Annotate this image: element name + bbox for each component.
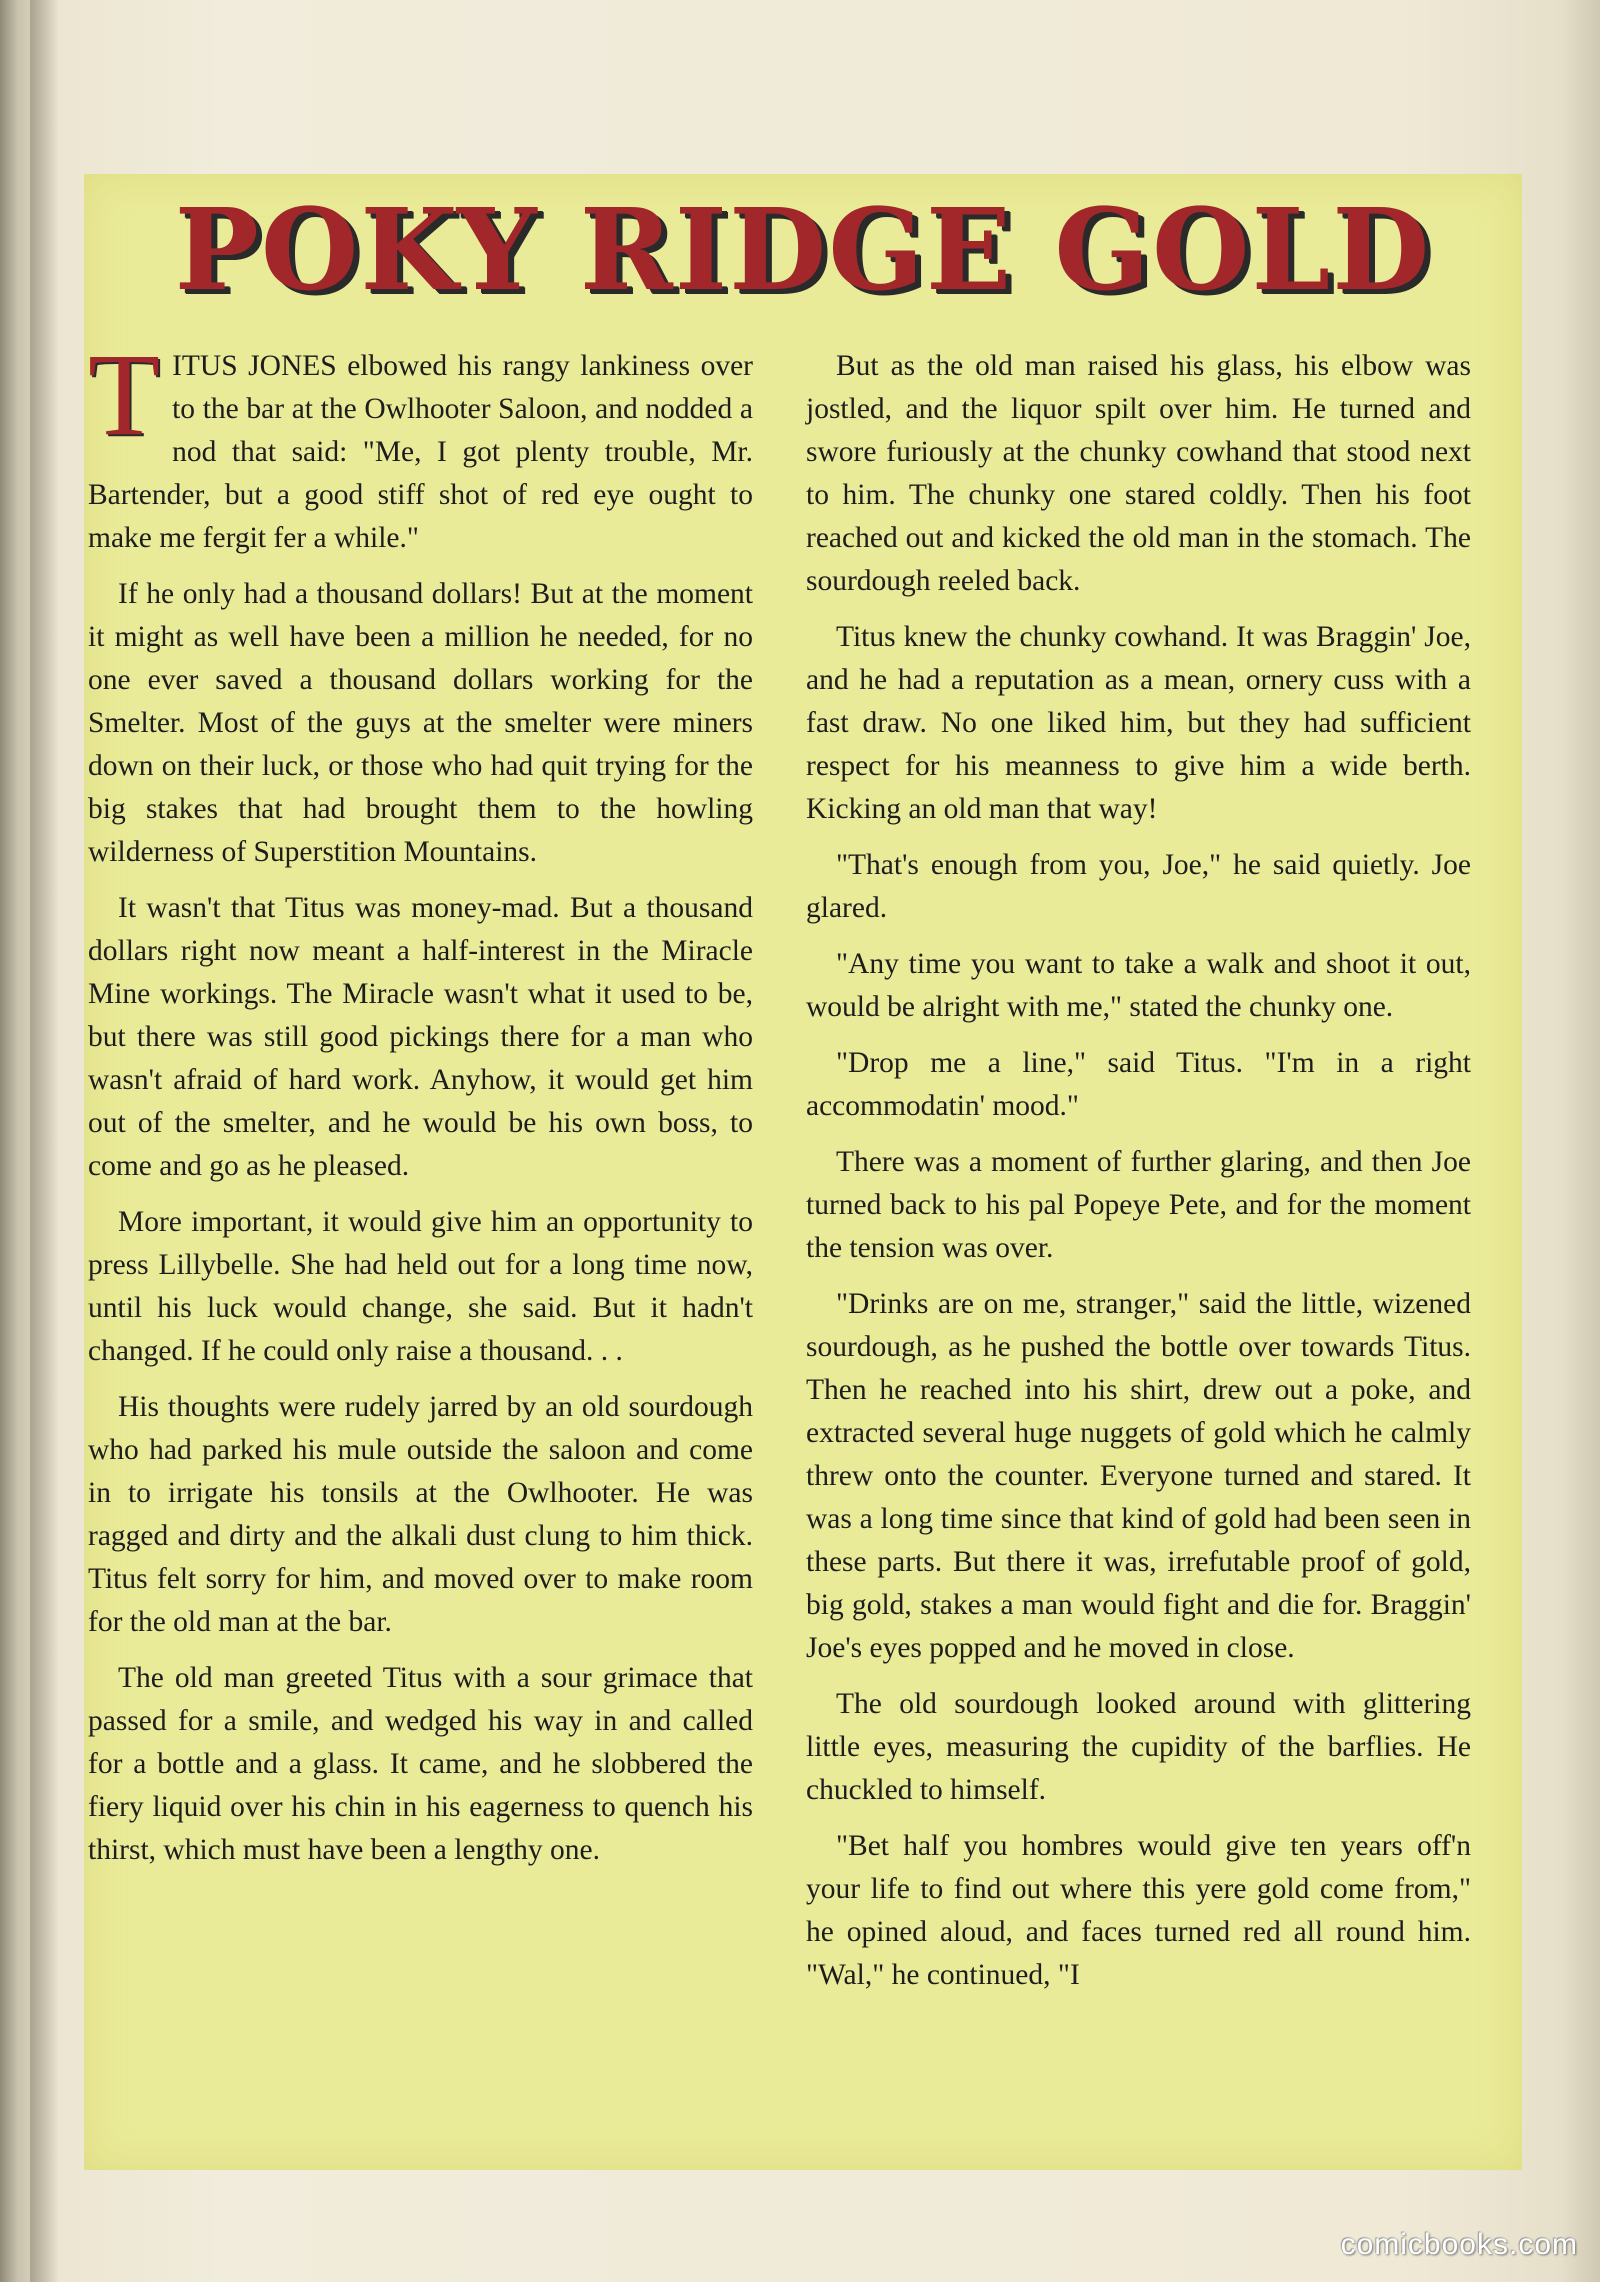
drop-cap: T [88, 329, 161, 460]
left-column [88, 329, 753, 1885]
paragraph: It wasn't that Titus was money-mad. But a thousand dollars right now meant a half-interest in the Miracle Mine workings. The Miracle wasn't what it used to be, but there was still good pickings there for a man who wasn't afraid of hard work. Anyhow, it would get him out of the smelter, and he would be his own boss, to come and go as he pleased. [88, 892, 753, 1182]
paragraph: The old man greeted Titus with a sour grimace that passed for a smile, and wedged his way in and called for a bottle and a glass. It came, and he slobbered the fiery liquid over his chin in his eagerness to quench his thirst, which must have been a lengthy one. [88, 1662, 753, 1866]
paragraph [88, 329, 753, 560]
paragraph: "Any time you want to take a walk and shoot it out, would be alright with me," stated the chunky one. [806, 948, 1471, 1023]
paragraph: If he only had a thousand dollars! But at the moment it might as well have been a million he needed, for no one ever saved a thousand dollars working for the Smelter. Most of the guys at the smelter were miners down on their luck, or those who had quit trying for the big stakes that had brought them to the howling wilderness of Superstition Mountains. [88, 578, 753, 868]
paragraph: "Drinks are on me, stranger," said the little, wizened sourdough, as he pushed the bottle over towards Titus. Then he reached into his shirt, drew out a poke, and extracted several huge nuggets of gold which he calmly threw onto the counter. Everyone turned and stared. It was a long time since that kind of gold had been seen in these parts. But there it was, irrefutable proof of gold, big gold, stakes a man would fight and die for. Braggin' Joe's eyes popped and he moved in close. [806, 1288, 1471, 1664]
right-column [806, 345, 1471, 2010]
paragraph: "That's enough from you, Joe," he said quietly. Joe glared. [806, 849, 1471, 924]
paragraph: His thoughts were rudely jarred by an old sourdough who had parked his mule outside the saloon and come in to irrigate his tonsils at the Owlhooter. He was ragged and dirty and the alkali dust clung to him thick. Titus felt sorry for him, and moved over to make room for the old man at the bar. [88, 1391, 753, 1638]
spine-shadow [30, 0, 60, 2282]
paragraph: The old sourdough looked around with glittering little eyes, measuring the cupidity of the barflies. He chuckled to himself. [806, 1688, 1471, 1806]
paragraph: "Bet half you hombres would give ten years off'n your life to find out where this yere gold come from," he opined aloud, and faces turned red all round him. "Wal," he continued, "I [806, 1830, 1471, 1991]
paragraph: Titus knew the chunky cowhand. It was Braggin' Joe, and he had a reputation as a mean, ornery cuss with a fast draw. No one liked him, but they had sufficient respect for his meanness to give him a wide berth. Kicking an old man that way! [806, 621, 1471, 825]
paragraph: More important, it would give him an opportunity to press Lillybelle. She had held out for a long time now, until his luck would change, she said. But it hadn't changed. If he could only raise a thousand. . . [88, 1206, 753, 1367]
paragraph: "Drop me a line," said Titus. "I'm in a right accommodatin' mood." [806, 1047, 1471, 1122]
story-title: POKY RIDGE GOLD [174, 185, 1432, 316]
paragraph: There was a moment of further glaring, and then Joe turned back to his pal Popeye Pete, and for the moment the tension was over. [806, 1146, 1471, 1264]
site-watermark: comicbooks.com [1340, 2228, 1578, 2261]
paragraph-text: ITUS JONES elbowed his rangy lankiness over to the bar at the Owlhooter Saloon, and nodded a nod that said: "Me, I got plenty trouble, Mr. Bartender, but a good stiff shot of red eye ought to make me fergit fer a while." [88, 350, 753, 554]
paragraph: But as the old man raised his glass, his elbow was jostled, and the liquor spilt over him. He turned and swore furiously at the chunky cowhand that stood next to him. The chunky one stared coldly. Then his foot reached out and kicked the old man in the stomach. The sourdough reeled back. [806, 350, 1471, 597]
